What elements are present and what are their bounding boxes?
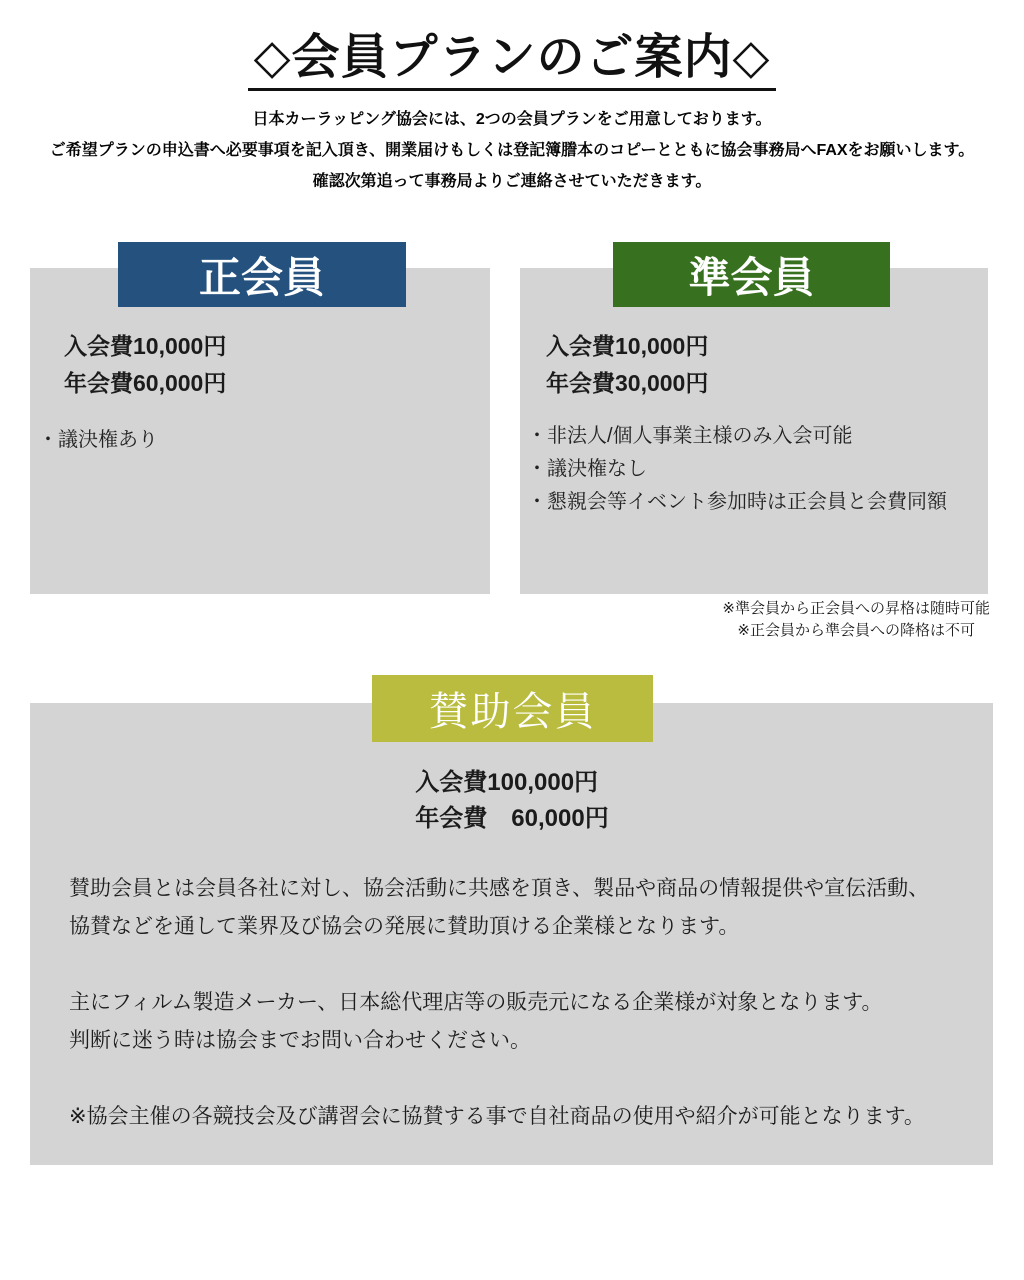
supporting-fees-block xyxy=(415,765,608,837)
plan-associate-header: 準会員 xyxy=(613,242,890,307)
associate-annual-fee: 年会費30,000円 xyxy=(546,370,709,396)
plan-supporting-header: 賛助会員 xyxy=(372,675,653,742)
regular-annual-fee: 年会費60,000円 xyxy=(64,370,227,396)
supporting-p1-line2: 協賛などを通して業界及び協会の発展に賛助頂ける企業様となります。 xyxy=(69,915,740,938)
intro-line-1: 日本カーラッピング協会には、2つの会員プランをご用意しております。 xyxy=(252,111,772,128)
note-downgrade: ※正会員から準会員への降格は不可 xyxy=(737,622,975,639)
intro-line-3: 確認次第追って事務局よりご連絡させていただきます。 xyxy=(312,173,712,190)
supporting-paragraph-2 xyxy=(69,984,959,1060)
intro-text xyxy=(0,104,1024,197)
plan-change-notes xyxy=(722,598,990,642)
plan-associate-fees xyxy=(546,328,708,402)
associate-feature-1: ・非法人/個人事業主様のみ入会可能 xyxy=(527,425,853,447)
supporting-p2-line1: 主にフィルム製造メーカー、日本総代理店等の販売元になる企業様が対象となります。 xyxy=(69,991,883,1014)
regular-feature-1: ・議決権あり xyxy=(38,429,158,451)
plan-regular-header: 正会員 xyxy=(118,242,406,307)
supporting-annual-fee: 年会費 60,000円 xyxy=(415,805,609,832)
intro-line-2: ご希望プランの申込書へ必要事項を記入頂き、開業届けもしくは登記簿謄本のコピーとともに協会事務局へFAXをお願いします。 xyxy=(49,142,975,159)
supporting-p2-line2: 判断に迷う時は協会までお問い合わせください。 xyxy=(69,1029,531,1052)
page-title-wrap xyxy=(0,32,1024,91)
plan-supporting-description xyxy=(69,870,959,1174)
page-title: ◇会員プランのご案内◇ xyxy=(248,32,777,91)
supporting-p1-line1: 賛助会員とは会員各社に対し、協会活動に共感を頂き、製品や商品の情報提供や宣伝活動、 xyxy=(69,877,930,900)
plan-regular-features xyxy=(38,424,158,457)
note-upgrade: ※準会員から正会員への昇格は随時可能 xyxy=(722,600,990,617)
supporting-entry-fee: 入会費100,000円 xyxy=(415,769,599,796)
supporting-paragraph-1 xyxy=(69,870,959,946)
plan-supporting-fees xyxy=(0,765,1024,837)
associate-feature-2: ・議決権なし xyxy=(527,458,647,480)
supporting-p3-line1: ※協会主催の各競技会及び講習会に協賛する事で自社商品の使用や紹介が可能となります。 xyxy=(69,1105,925,1128)
plan-regular-fees xyxy=(64,328,226,402)
plan-associate-features xyxy=(527,420,947,519)
associate-feature-3: ・懇親会等イベント参加時は正会員と会費同額 xyxy=(527,491,947,513)
associate-entry-fee: 入会費10,000円 xyxy=(546,333,709,359)
regular-entry-fee: 入会費10,000円 xyxy=(64,333,227,359)
supporting-paragraph-3 xyxy=(69,1098,959,1136)
